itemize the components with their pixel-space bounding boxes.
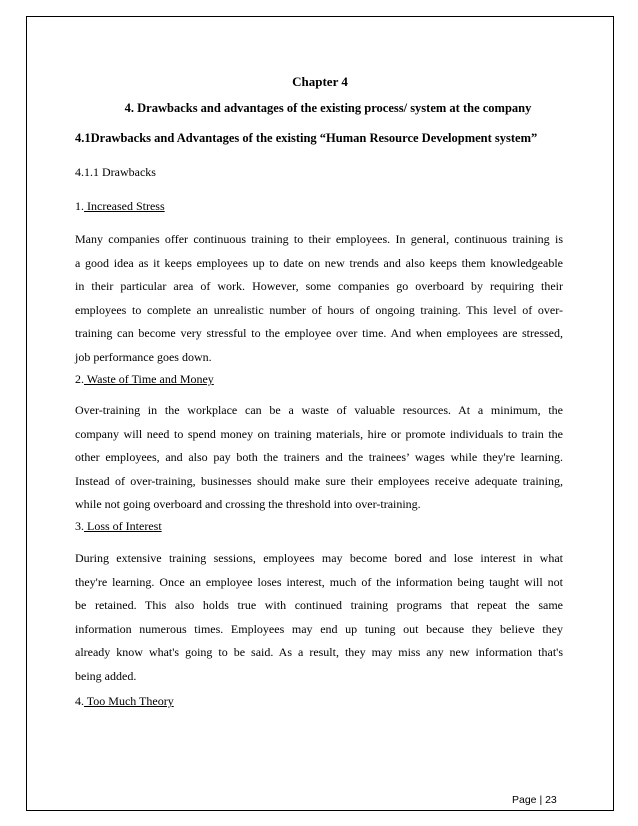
- item-heading-text: Waste of Time and Money: [84, 372, 214, 386]
- paragraph-line: they're learning. Once an employee loses interest, much of the information being taught will not: [75, 574, 563, 589]
- paragraph-line: During extensive training sessions, employees may become bored and lose interest in what: [75, 551, 563, 565]
- paragraph-line: information numerous times. Employees may end up tuning out because they believe they: [75, 621, 563, 636]
- paragraph-line: already know what's going to be said. As a result, they may miss any new information that's: [75, 645, 563, 660]
- chapter-title: Chapter 4: [292, 74, 348, 89]
- paragraph-line: in their particular area of work. However, some companies go overboard by requiring their: [75, 279, 563, 294]
- paragraph-line: Instead of over-training, businesses should make sure their employees receive adequate training,: [75, 473, 563, 488]
- paragraph-line: while not going overboard and crossing the threshold into over-training.: [75, 497, 421, 512]
- paragraph-line: being added.: [75, 668, 137, 683]
- subsubsection-title: 4.1.1 Drawbacks: [75, 165, 156, 179]
- section-title: 4. Drawbacks and advantages of the existing process/ system at the company: [124, 101, 532, 115]
- paragraph-line: Over-training in the workplace can be a waste of valuable resources. At a minimum, the: [75, 403, 563, 417]
- paragraph-line: employees to complete an unrealistic number of hours of ongoing training. This level of over-: [75, 302, 563, 317]
- paragraph-line: job performance goes down.: [75, 349, 212, 364]
- item-paragraph: [75, 399, 563, 517]
- item-heading: [75, 519, 162, 534]
- paragraph-line: company will need to spend money on training materials, hire or promote individuals to train the: [75, 426, 563, 441]
- paragraph-line: a good idea as it keeps employees up to date on new trends and also keeps them knowledgeable: [75, 255, 563, 270]
- paragraph-line: other employees, and also pay both the trainers and the trainees’ wages while they're learning.: [75, 450, 563, 465]
- item-heading-text: Loss of Interest: [84, 519, 162, 533]
- subsection-title: 4.1Drawbacks and Advantages of the existing “Human Resource Development system”: [75, 131, 538, 145]
- item-number: 2.: [75, 372, 84, 386]
- item-heading-text: Increased Stress: [84, 199, 165, 213]
- paragraph-line: Many companies offer continuous training to their employees. In general, continuous training is: [75, 232, 563, 246]
- item-number: 3.: [75, 519, 84, 533]
- item-heading: [75, 199, 165, 214]
- page-number: Page | 23: [512, 794, 557, 806]
- item-paragraph: [75, 228, 563, 370]
- item-paragraph: [75, 547, 563, 689]
- item-number: 4.: [75, 694, 84, 708]
- item-heading: [75, 372, 214, 387]
- item-heading-text: Too Much Theory: [84, 694, 174, 708]
- paragraph-line: be retained. This also holds true with continued training programs that repeat the same: [75, 598, 563, 613]
- paragraph-line: training can become very stressful to the employee over time. And when employees are stressed,: [75, 326, 563, 341]
- item-heading: [75, 694, 174, 709]
- item-number: 1.: [75, 199, 84, 213]
